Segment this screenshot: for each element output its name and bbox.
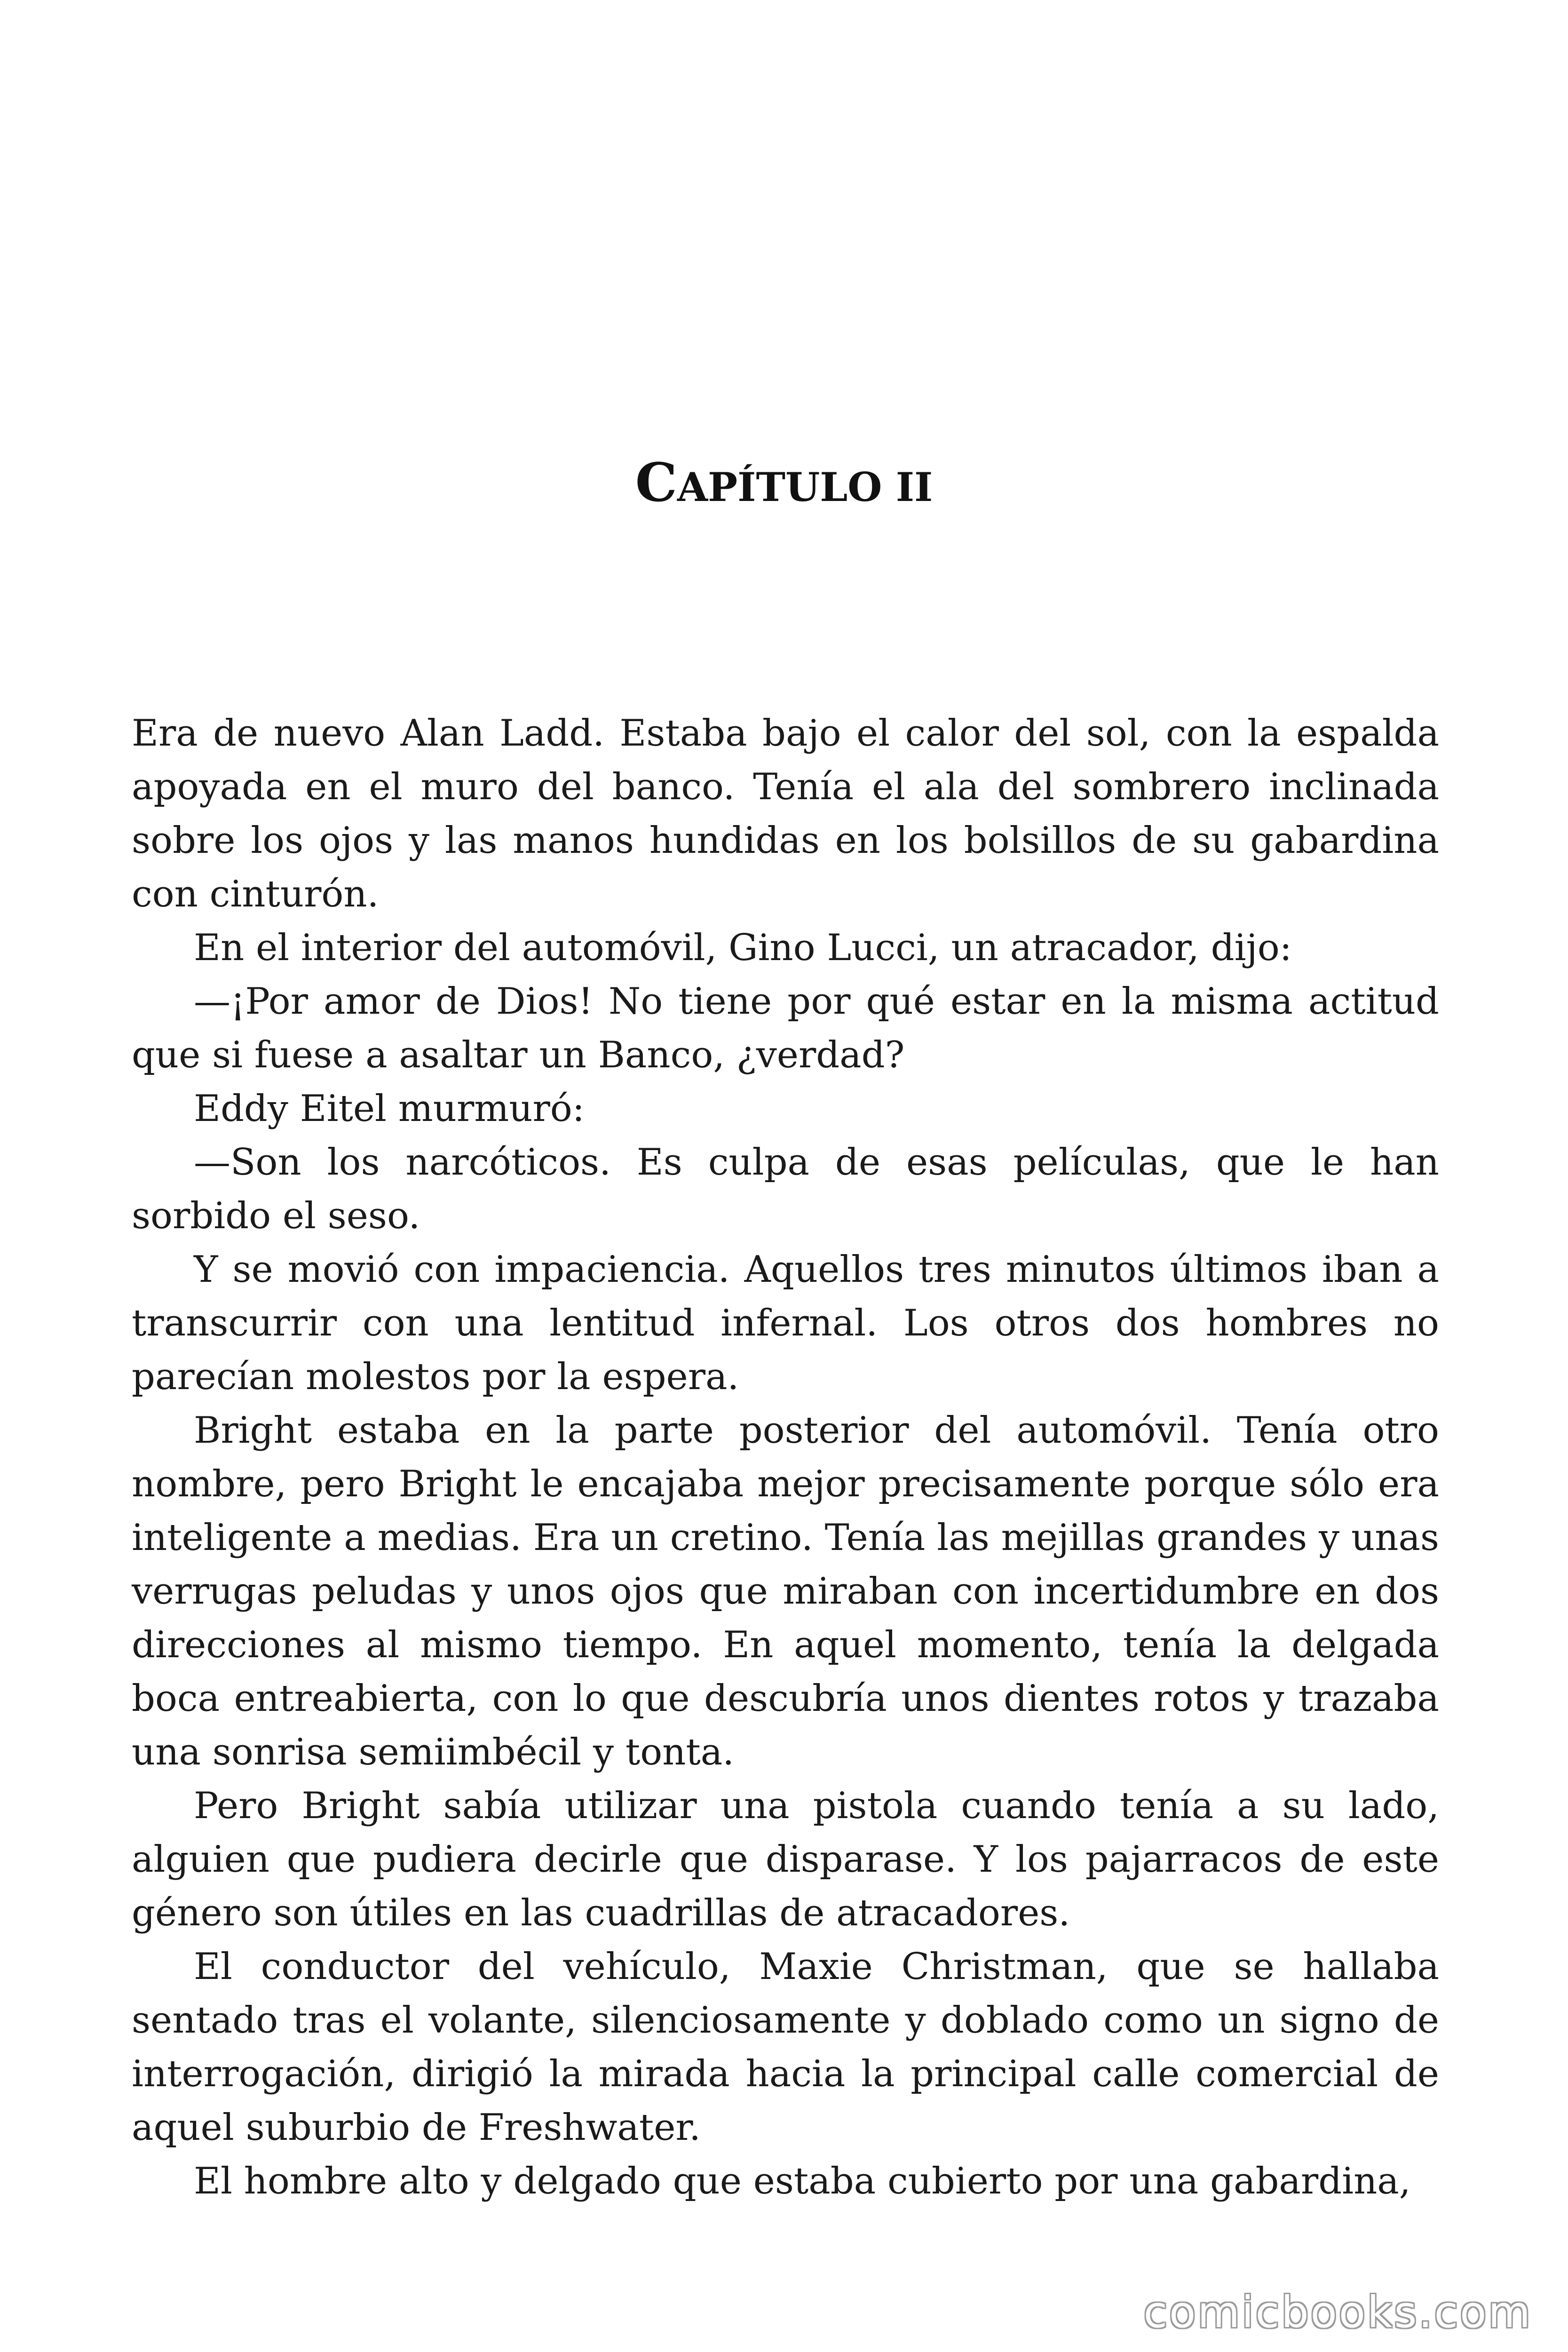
paragraph: El hombre alto y delgado que estaba cubierto por una gabardina, <box>194 2160 1411 2202</box>
paragraph: El conductor del vehículo, Maxie Christman, que se hallaba sentado tras el volante, silenciosamente y doblado como un signo de interrogación, dirigió la mirada hacia la principal calle comercial de aquel suburbio de Freshwater. <box>132 1946 1439 2149</box>
paragraph: —Son los narcóticos. Es culpa de esas películas, que le han sorbido el seso. <box>132 1141 1439 1237</box>
paragraph: Y se movió con impaciencia. Aquellos tres minutos últimos iban a transcurrir con una lentitud infernal. Los otros dos hombres no parecían molestos por la espera. <box>132 1248 1439 1398</box>
paragraph: —¡Por amor de Dios! No tiene por qué estar en la misma actitud que si fuese a asaltar un Banco, ¿verdad? <box>132 980 1439 1076</box>
watermark-logo: comicbooks.com <box>1143 2287 1532 2337</box>
chapter-body <box>132 707 1439 2208</box>
paragraph: En el interior del automóvil, Gino Lucci, un atracador, dijo: <box>194 927 1292 969</box>
paragraph: Bright estaba en la parte posterior del automóvil. Tenía otro nombre, pero Bright le encajaba mejor precisamente porque sólo era inteligente a medias. Era un cretino. Tenía las mejillas grandes y unas verrugas peludas y unos ojos que miraban con incertidumbre en dos direcciones al mismo tiempo. En aquel momento, tenía la delgada boca entreabierta, con lo que descubría unos dientes rotos y trazaba una sonrisa semiimbécil y tonta. <box>132 1409 1439 1773</box>
chapter-title-rest: APÍTULO II <box>677 464 933 510</box>
chapter-title-initial: C <box>635 452 677 514</box>
paragraph: Eddy Eitel murmuró: <box>194 1088 585 1130</box>
paragraph: Era de nuevo Alan Ladd. Estaba bajo el calor del sol, con la espalda apoyada en el muro del banco. Tenía el ala del sombrero inclinada sobre los ojos y las manos hundidas en los bolsillos de su gabardina con cinturón. <box>132 712 1439 915</box>
paragraph: Pero Bright sabía utilizar una pistola cuando tenía a su lado, alguien que pudiera decirle que disparase. Y los pajarracos de este género son útiles en las cuadrillas de atracadores. <box>132 1785 1439 1934</box>
chapter-title <box>0 452 1568 515</box>
